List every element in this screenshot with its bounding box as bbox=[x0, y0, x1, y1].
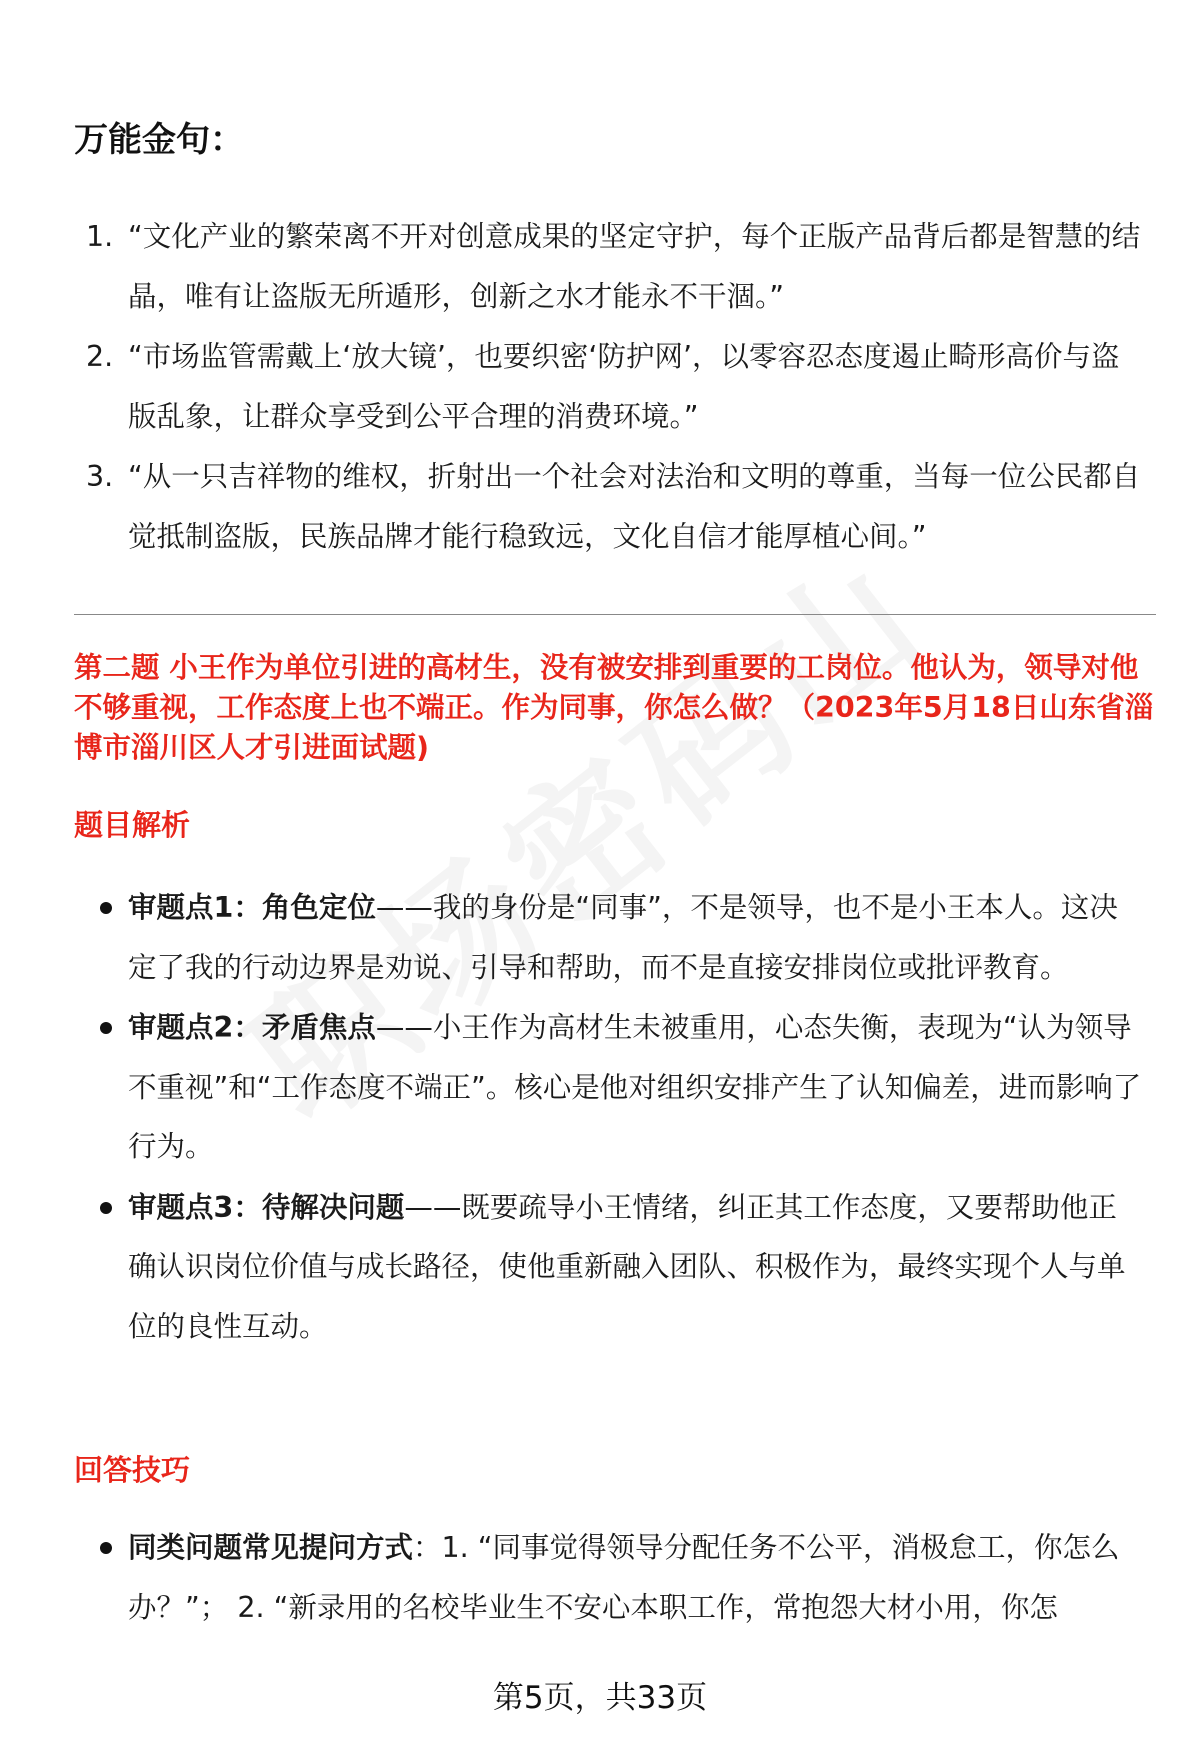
list-item bbox=[74, 1518, 1144, 1637]
list-number: 1. bbox=[86, 220, 114, 253]
bullet-icon bbox=[100, 1542, 112, 1554]
list-item bbox=[74, 447, 1144, 566]
list-item bbox=[74, 207, 1144, 326]
question-title: 第二题 小王作为单位引进的高材生，没有被安排到重要的工岗位。他认为，领导对他不够重视，工作态度上也不端正。作为同事，你怎么做？（2023年5月18日山东省淄博市淄川区人才引进面试题) bbox=[74, 651, 1154, 764]
skills-list bbox=[74, 1518, 1144, 1638]
point-text: ：1. “同事觉得领导分配任务不公平，消极怠工，你怎么办？”； 2. “新录用的名校毕业生不安心本职工作，常抱怨大材小用，你怎 bbox=[128, 1531, 1120, 1624]
quote-text: “从一只吉祥物的维权，折射出一个社会对法治和文明的尊重，当每一位公民都自觉抵制盗版，民族品牌才能行稳致远，文化自信才能厚植心间。” bbox=[128, 460, 1141, 553]
quote-text: “市场监管需戴上‘放大镜’，也要织密‘防护网’，以零容忍态度遏止畸形高价与盗版乱象，让群众享受到公平合理的消费环境。” bbox=[128, 340, 1120, 433]
point-label: 审题点1：角色定位 bbox=[128, 891, 376, 924]
bullet-icon bbox=[100, 1022, 112, 1034]
list-item bbox=[74, 878, 1144, 997]
skills-heading: 回答技巧 bbox=[74, 1453, 191, 1487]
list-item bbox=[74, 327, 1144, 446]
list-item bbox=[74, 1178, 1144, 1357]
quote-list bbox=[74, 207, 1144, 567]
list-item bbox=[74, 998, 1144, 1177]
analysis-list bbox=[74, 878, 1144, 1357]
point-text: ——既要疏导小王情绪，纠正其工作态度，又要帮助他正确认识岗位价值与成长路径，使他重新融入团队、积极作为，最终实现个人与单位的良性互动。 bbox=[128, 1190, 1126, 1343]
analysis-heading: 题目解析 bbox=[74, 808, 191, 842]
quote-text: “文化产业的繁荣离不开对创意成果的坚定守护，每个正版产品背后都是智慧的结晶，唯有让盗版无所遁形，创新之水才能永不干涸。” bbox=[128, 220, 1141, 313]
list-number: 3. bbox=[86, 460, 114, 493]
bullet-icon bbox=[100, 902, 112, 914]
point-text: ——小王作为高材生未被重用，心态失衡，表现为“认为领导不重视”和“工作态度不端正”。核心是他对组织安排产生了认知偏差，进而影响了行为。 bbox=[128, 1011, 1142, 1163]
point-label: 同类问题常见提问方式 bbox=[128, 1531, 414, 1564]
point-label: 审题点2：矛盾焦点 bbox=[128, 1011, 376, 1044]
section-heading: 万能金句： bbox=[74, 120, 244, 160]
bullet-icon bbox=[100, 1202, 112, 1214]
page-number: 第5页，共33页 bbox=[492, 1680, 708, 1716]
point-text: ——我的身份是“同事”，不是领导，也不是小王本人。这决定了我的行动边界是劝说、引导和帮助，而不是直接安排岗位或批评教育。 bbox=[128, 891, 1118, 984]
list-number: 2. bbox=[86, 340, 114, 373]
divider bbox=[74, 614, 1156, 615]
point-label: 审题点3：待解决问题 bbox=[128, 1190, 405, 1224]
